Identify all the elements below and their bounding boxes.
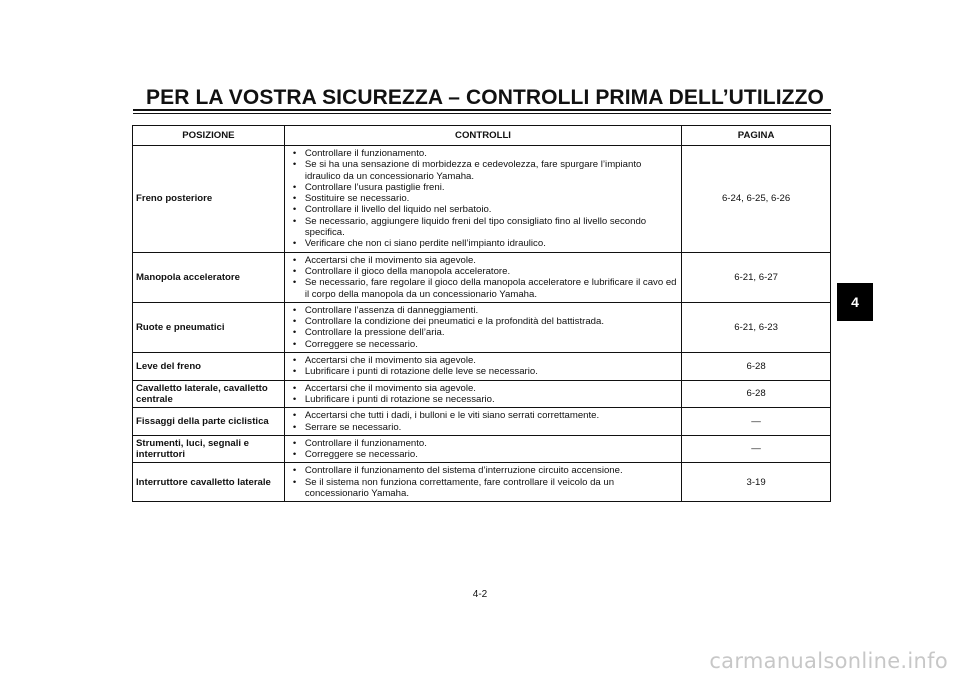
check-item: • Lubrificare i punti di rotazione delle leve se necessario. bbox=[293, 366, 677, 377]
check-item: • Controllare la pressione dell’aria. bbox=[293, 327, 677, 338]
table-row bbox=[133, 302, 831, 352]
row-page-ref: 6-28 bbox=[682, 380, 831, 408]
table-row bbox=[133, 252, 831, 302]
table-row bbox=[133, 463, 831, 502]
title-underline-thick bbox=[133, 109, 831, 111]
check-item: • Se necessario, fare regolare il gioco della manopola acceleratore e lubrificare il cavo ed il corpo della manopola da un concessionario Yamaha. bbox=[293, 277, 677, 300]
check-item: • Se si ha una sensazione di morbidezza e cedevolezza, fare spurgare l’impianto idraulico da un concessionario Yamaha. bbox=[293, 159, 677, 182]
row-checks bbox=[284, 463, 681, 502]
row-checks bbox=[284, 408, 681, 436]
check-item: • Accertarsi che il movimento sia agevole. bbox=[293, 355, 677, 366]
check-item: • Accertarsi che tutti i dadi, i bulloni e le viti siano serrati correttamente. bbox=[293, 410, 677, 421]
row-position: Freno posteriore bbox=[133, 146, 285, 253]
check-item: • Controllare il funzionamento. bbox=[293, 148, 677, 159]
table-header-row bbox=[133, 126, 831, 146]
row-page-ref: 6-24, 6-25, 6-26 bbox=[682, 146, 831, 253]
page-number: 4-2 bbox=[472, 589, 488, 600]
check-item: • Controllare l’usura pastiglie freni. bbox=[293, 182, 677, 193]
table-row bbox=[133, 408, 831, 436]
check-item: • Se necessario, aggiungere liquido freni del tipo consigliato fino al livello secondo specifica. bbox=[293, 216, 677, 239]
check-item: • Controllare l’assenza di danneggiamenti. bbox=[293, 305, 677, 316]
check-item: • Accertarsi che il movimento sia agevole. bbox=[293, 255, 677, 266]
check-item: • Controllare il gioco della manopola acceleratore. bbox=[293, 266, 677, 277]
row-page-ref: 6-21, 6-27 bbox=[682, 252, 831, 302]
row-checks bbox=[284, 435, 681, 463]
table-row bbox=[133, 435, 831, 463]
row-position: Manopola acceleratore bbox=[133, 252, 285, 302]
row-checks bbox=[284, 252, 681, 302]
row-position: Strumenti, luci, segnali e interruttori bbox=[133, 435, 285, 463]
chapter-tab[interactable]: 4 bbox=[837, 283, 873, 321]
check-item: • Serrare se necessario. bbox=[293, 422, 677, 433]
pre-operation-checks-table bbox=[132, 125, 831, 502]
column-header-checks: CONTROLLI bbox=[284, 126, 681, 146]
table-row bbox=[133, 353, 831, 381]
column-header-position: POSIZIONE bbox=[133, 126, 285, 146]
row-position: Ruote e pneumatici bbox=[133, 302, 285, 352]
check-item: • Correggere se necessario. bbox=[293, 449, 677, 460]
row-page-ref: — bbox=[682, 408, 831, 436]
row-page-ref: — bbox=[682, 435, 831, 463]
row-page-ref: 3-19 bbox=[682, 463, 831, 502]
check-item: • Lubrificare i punti di rotazione se necessario. bbox=[293, 394, 677, 405]
row-position: Interruttore cavalletto laterale bbox=[133, 463, 285, 502]
check-item: • Controllare la condizione dei pneumatici e la profondità del battistrada. bbox=[293, 316, 677, 327]
row-page-ref: 6-28 bbox=[682, 353, 831, 381]
page-title: PER LA VOSTRA SICUREZZA – CONTROLLI PRIMA DELL’UTILIZZO bbox=[146, 86, 824, 109]
row-position: Leve del freno bbox=[133, 353, 285, 381]
row-position: Fissaggi della parte ciclistica bbox=[133, 408, 285, 436]
row-checks bbox=[284, 380, 681, 408]
check-item: • Controllare il funzionamento del sistema d’interruzione circuito accensione. bbox=[293, 465, 677, 476]
row-checks bbox=[284, 146, 681, 253]
row-position: Cavalletto laterale, cavalletto centrale bbox=[133, 380, 285, 408]
check-item: • Se il sistema non funziona correttamente, fare controllare il veicolo da un concessionario Yamaha. bbox=[293, 477, 677, 500]
row-checks bbox=[284, 353, 681, 381]
check-item: • Accertarsi che il movimento sia agevole. bbox=[293, 383, 677, 394]
table-row bbox=[133, 380, 831, 408]
watermark: carmanualsonline.info bbox=[709, 649, 948, 673]
check-item: • Sostituire se necessario. bbox=[293, 193, 677, 204]
check-item: • Controllare il livello del liquido nel serbatoio. bbox=[293, 204, 677, 215]
check-item: • Controllare il funzionamento. bbox=[293, 438, 677, 449]
row-checks bbox=[284, 302, 681, 352]
check-item: • Correggere se necessario. bbox=[293, 339, 677, 350]
row-page-ref: 6-21, 6-23 bbox=[682, 302, 831, 352]
title-underline-thin bbox=[133, 113, 831, 114]
column-header-page: PAGINA bbox=[682, 126, 831, 146]
check-item: • Verificare che non ci siano perdite nell’impianto idraulico. bbox=[293, 238, 677, 249]
table-row bbox=[133, 146, 831, 253]
